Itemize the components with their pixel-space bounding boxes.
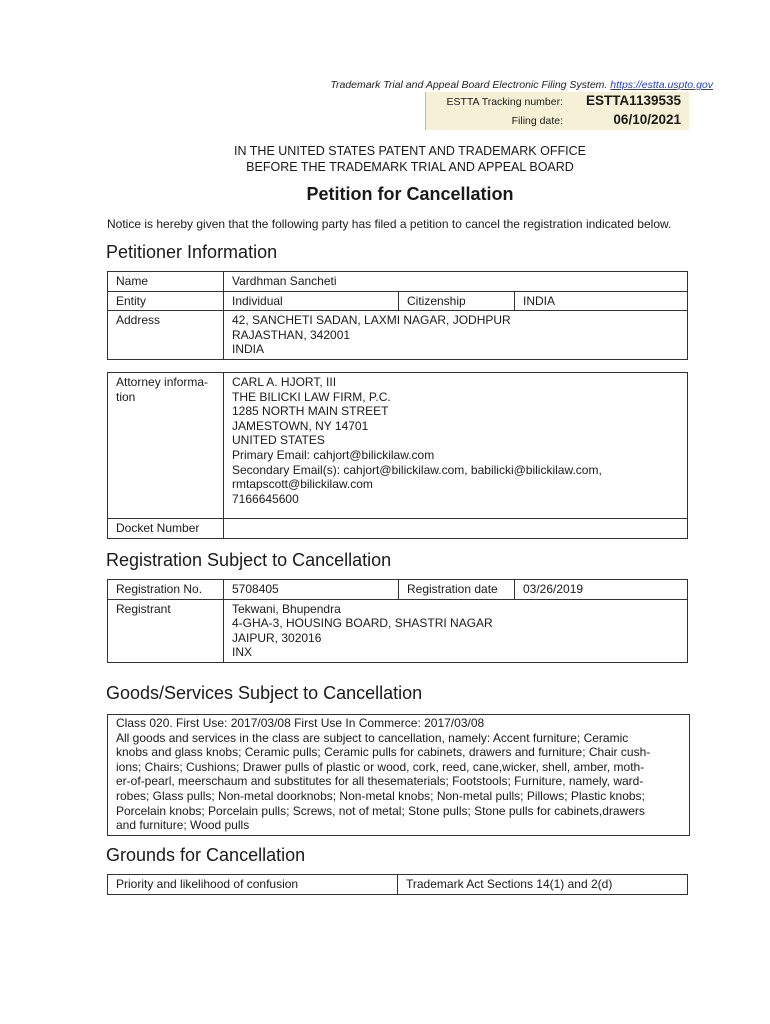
estta-link[interactable]: https://estta.uspto.gov bbox=[610, 79, 713, 91]
attorney-line: 1285 NORTH MAIN STREET bbox=[232, 404, 389, 419]
registration-no-value: 5708405 bbox=[224, 580, 399, 600]
filing-date-label: Filing date: bbox=[511, 115, 563, 127]
filing-system-text: Trademark Trial and Appeal Board Electronic Filing System. bbox=[330, 79, 608, 91]
registration-heading: Registration Subject to Cancellation bbox=[106, 550, 392, 570]
tracking-box bbox=[425, 92, 689, 130]
attorney-line: UNITED STATES bbox=[232, 433, 325, 448]
notice-text: Notice is hereby given that the following party has filed a petition to cancel the registration indicated below. bbox=[107, 217, 672, 231]
attorney-secondary-email-cont: rmtapscott@bilickilaw.com bbox=[232, 477, 373, 492]
table-row bbox=[108, 875, 688, 895]
document-title: Petition for Cancellation bbox=[306, 184, 514, 204]
registration-date-label: Registration date bbox=[399, 580, 515, 600]
statute-value: Trademark Act Sections 14(1) and 2(d) bbox=[398, 875, 688, 895]
registrant-label: Registrant bbox=[108, 599, 224, 662]
citizenship-label: Citizenship bbox=[399, 291, 515, 311]
attorney-line: CARL A. HJORT, III bbox=[232, 375, 337, 389]
docket-value bbox=[224, 519, 688, 539]
attorney-phone: 7166645600 bbox=[232, 491, 299, 506]
grounds-table bbox=[107, 874, 688, 895]
table-row bbox=[108, 599, 688, 662]
address-line: INDIA bbox=[232, 342, 265, 357]
goods-box bbox=[107, 714, 690, 836]
registration-date-value: 03/26/2019 bbox=[515, 580, 688, 600]
address-line: RAJASTHAN, 342001 bbox=[232, 327, 351, 342]
goods-line: ions; Chairs; Cushions; Drawer pulls of plastic or wood, cork, reed, cane,wicker, shell, amber, moth- bbox=[116, 759, 645, 774]
attorney-primary-email: Primary Email: cahjort@bilickilaw.com bbox=[232, 447, 435, 462]
registrant-value bbox=[224, 599, 688, 662]
goods-line: knobs and glass knobs; Ceramic pulls; Ceramic pulls for cabinets, drawers and furniture; Chair cush- bbox=[116, 745, 651, 760]
attorney-line: THE BILICKI LAW FIRM, P.C. bbox=[232, 389, 391, 404]
petitioner-heading: Petitioner Information bbox=[106, 242, 278, 262]
goods-line: robes; Glass pulls; Non-metal doorknobs; Non-metal knobs; Non-metal pulls; Pillows; Plastic knobs; bbox=[116, 788, 645, 803]
table-row bbox=[108, 580, 688, 600]
goods-line: er-of-pearl, meerschaum and substitutes for all thesematerials; Footstools; Furniture, namely, ward- bbox=[116, 774, 644, 789]
goods-line: All goods and services in the class are subject to cancellation, namely: Accent furniture; Ceramic bbox=[116, 730, 629, 745]
entity-label: Entity bbox=[108, 291, 224, 311]
address-value bbox=[224, 311, 688, 360]
name-value: Vardhman Sancheti bbox=[224, 272, 688, 292]
address-line: 42, SANCHETI SADAN, LAXMI NAGAR, JODHPUR bbox=[232, 313, 511, 328]
attorney-value bbox=[224, 373, 688, 519]
table-row bbox=[108, 519, 688, 539]
attorney-label-line: Attorney informa- bbox=[116, 375, 209, 389]
registrant-line: JAIPUR, 302016 bbox=[232, 630, 322, 645]
docket-label: Docket Number bbox=[108, 519, 224, 539]
attorney-table bbox=[107, 372, 688, 539]
filing-date-value: 06/10/2021 bbox=[613, 112, 681, 127]
table-row bbox=[108, 291, 688, 311]
grounds-heading: Grounds for Cancellation bbox=[106, 845, 306, 865]
filing-date-row bbox=[426, 111, 689, 130]
attorney-line: JAMESTOWN, NY 14701 bbox=[232, 418, 369, 433]
ground-value: Priority and likelihood of confusion bbox=[108, 875, 398, 895]
table-row bbox=[108, 373, 688, 519]
entity-value: Individual bbox=[224, 291, 399, 311]
table-row bbox=[108, 311, 688, 360]
tracking-value: ESTTA1139535 bbox=[585, 93, 681, 108]
attorney-secondary-email: Secondary Email(s): cahjort@bilickilaw.com, babilicki@bilickilaw.com, bbox=[232, 462, 602, 477]
tracking-label: ESTTA Tracking number: bbox=[446, 96, 563, 108]
name-label: Name bbox=[108, 272, 224, 292]
registrant-line: INX bbox=[232, 645, 253, 660]
goods-line: Porcelain knobs; Porcelain pulls; Screws, not of metal; Stone pulls; Stone pulls for cabinets,drawers bbox=[116, 803, 645, 818]
office-line-2: BEFORE THE TRADEMARK TRIAL AND APPEAL BOARD bbox=[246, 160, 574, 174]
registration-table bbox=[107, 579, 688, 663]
office-heading bbox=[160, 143, 660, 175]
petitioner-table bbox=[107, 271, 688, 360]
registrant-line: 4-GHA-3, HOUSING BOARD, SHASTRI NAGAR bbox=[232, 616, 493, 631]
filing-system-line bbox=[300, 79, 713, 91]
goods-line: Class 020. First Use: 2017/03/08 First Use In Commerce: 2017/03/08 bbox=[116, 716, 485, 730]
office-line-1: IN THE UNITED STATES PATENT AND TRADEMARK OFFICE bbox=[234, 144, 586, 158]
goods-line: and furniture; Wood pulls bbox=[116, 818, 250, 833]
attorney-label-line: tion bbox=[116, 389, 136, 404]
citizenship-value: INDIA bbox=[515, 291, 688, 311]
table-row bbox=[108, 272, 688, 292]
goods-heading: Goods/Services Subject to Cancellation bbox=[106, 683, 423, 703]
registrant-line: Tekwani, Bhupendra bbox=[232, 601, 341, 616]
tracking-row bbox=[426, 92, 689, 111]
address-label: Address bbox=[108, 311, 224, 360]
registration-no-label: Registration No. bbox=[108, 580, 224, 600]
attorney-label bbox=[108, 373, 224, 519]
